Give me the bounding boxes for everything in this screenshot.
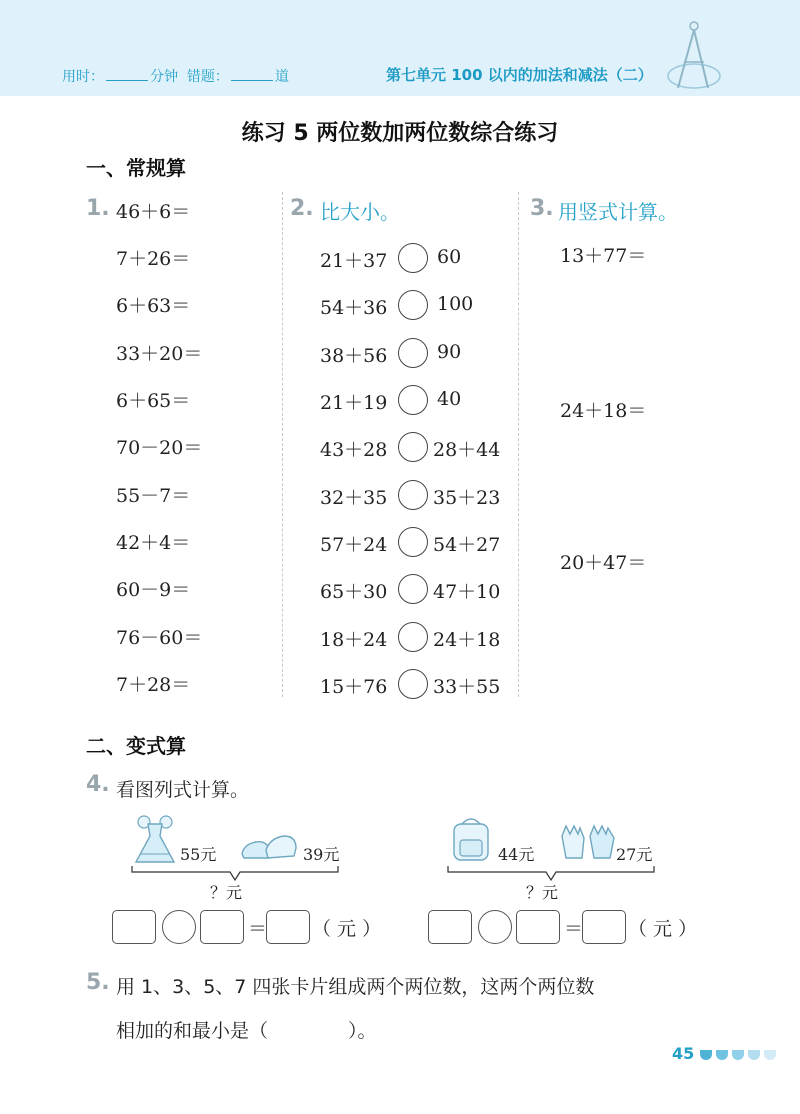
time-errors-record [62,66,289,86]
compare-circle[interactable] [398,527,428,557]
compare-circle[interactable] [398,385,428,415]
q1-item: 7＋26＝ [116,248,191,270]
errors-blank[interactable] [231,68,273,81]
dress-icon [130,814,180,866]
answer-box[interactable] [266,910,310,944]
answer-box[interactable] [200,910,244,944]
q1-item: 33＋20＝ [116,343,203,365]
q2-left-expr: 43＋28 [320,439,388,461]
price-label: 39元 [303,845,340,864]
q2-number: 2. [290,196,314,221]
q2-right-expr: 33＋55 [433,676,501,698]
q3-title: 用竖式计算。 [558,200,678,224]
time-label: 用时： [62,69,104,85]
compare-circle[interactable] [398,338,428,368]
q3-item: 24＋18＝ [560,400,647,422]
q1-item: 42＋4＝ [116,532,191,554]
equals-sign: ＝ [564,918,584,940]
q2-left-expr: 21＋37 [320,250,388,272]
q2-left-expr: 54＋36 [320,297,388,319]
q5-number: 5. [86,970,110,995]
page-number: 45 [672,1044,695,1063]
q1-item: 55－7＝ [116,485,191,507]
q2-left-expr: 65＋30 [320,581,388,603]
errors-unit: 道 [274,69,289,85]
shoes-icon [238,828,300,864]
unit-label: （ 元 ） [628,918,698,940]
q2-right-expr: 60 [437,246,462,268]
q2-left-expr: 15＋76 [320,676,388,698]
operator-circle[interactable] [162,910,196,944]
q2-right-expr: 28＋44 [433,439,501,461]
operator-circle[interactable] [478,910,512,944]
equals-sign: ＝ [248,918,268,940]
column-divider [282,192,283,697]
compass-icon [664,18,724,94]
price-label: 27元 [616,845,653,864]
q4-number: 4. [86,772,110,797]
q2-right-expr: 90 [437,341,462,363]
compare-circle[interactable] [398,574,428,604]
q2-left-expr: 57＋24 [320,534,388,556]
time-unit: 分钟 [150,69,178,85]
column-divider [518,192,519,697]
unit-title: 第七单元 100 以内的加法和减法（二） [386,66,653,84]
q5-line2-end: ）。 [348,1020,377,1042]
unit-label: （ 元 ） [312,918,382,940]
compare-circle[interactable] [398,432,428,462]
answer-box[interactable] [582,910,626,944]
errors-label: 错题： [186,69,229,85]
page-dot [700,1050,712,1060]
backpack-icon [446,814,496,864]
q2-left-expr: 21＋19 [320,392,388,414]
q5-line2-start: 相加的和最小是（ [116,1020,269,1042]
compare-circle[interactable] [398,290,428,320]
q1-item: 6＋65＝ [116,390,191,412]
q2-right-expr: 47＋10 [433,581,501,603]
gloves-icon [556,822,620,864]
page-dot [748,1050,760,1060]
total-label: ？元 [526,883,559,902]
compare-circle[interactable] [398,622,428,652]
q2-right-expr: 35＋23 [433,487,501,509]
time-blank[interactable] [106,68,148,81]
q1-item: 60－9＝ [116,579,191,601]
q4-title: 看图列式计算。 [116,779,250,801]
page-title: 练习 5 两位数加两位数综合练习 [241,121,559,146]
q1-item: 46＋6＝ [116,201,191,223]
compare-circle[interactable] [398,243,428,273]
page-dot [732,1050,744,1060]
price-label: 44元 [498,845,535,864]
answer-box[interactable] [112,910,156,944]
compare-circle[interactable] [398,669,428,699]
answer-box[interactable] [516,910,560,944]
q1-item: 7＋28＝ [116,674,191,696]
q5-line1: 用 1、3、5、7 四张卡片组成两个两位数，这两个两位数 [116,976,595,998]
section-heading-2: 二、变式算 [86,734,186,758]
q1-item: 6＋63＝ [116,295,191,317]
total-label: ？元 [210,883,243,902]
q3-item: 20＋47＝ [560,552,647,574]
q5-line2 [116,1016,377,1043]
q1-number: 1. [86,196,110,221]
compare-circle[interactable] [398,480,428,510]
q2-right-expr: 40 [437,388,462,410]
page-dot [764,1050,776,1060]
q3-number: 3. [530,196,554,221]
q1-item: 76－60＝ [116,627,203,649]
q2-left-expr: 32＋35 [320,487,388,509]
q3-item: 13＋77＝ [560,245,647,267]
answer-box[interactable] [428,910,472,944]
q2-right-expr: 54＋27 [433,534,501,556]
q1-item: 70－20＝ [116,437,203,459]
q2-left-expr: 18＋24 [320,629,388,651]
q2-right-expr: 100 [437,293,474,315]
q2-left-expr: 38＋56 [320,345,388,367]
page-dot [716,1050,728,1060]
price-label: 55元 [180,845,217,864]
q2-right-expr: 24＋18 [433,629,501,651]
section-heading-1: 一、常规算 [86,156,186,180]
q2-title: 比大小。 [320,200,400,224]
